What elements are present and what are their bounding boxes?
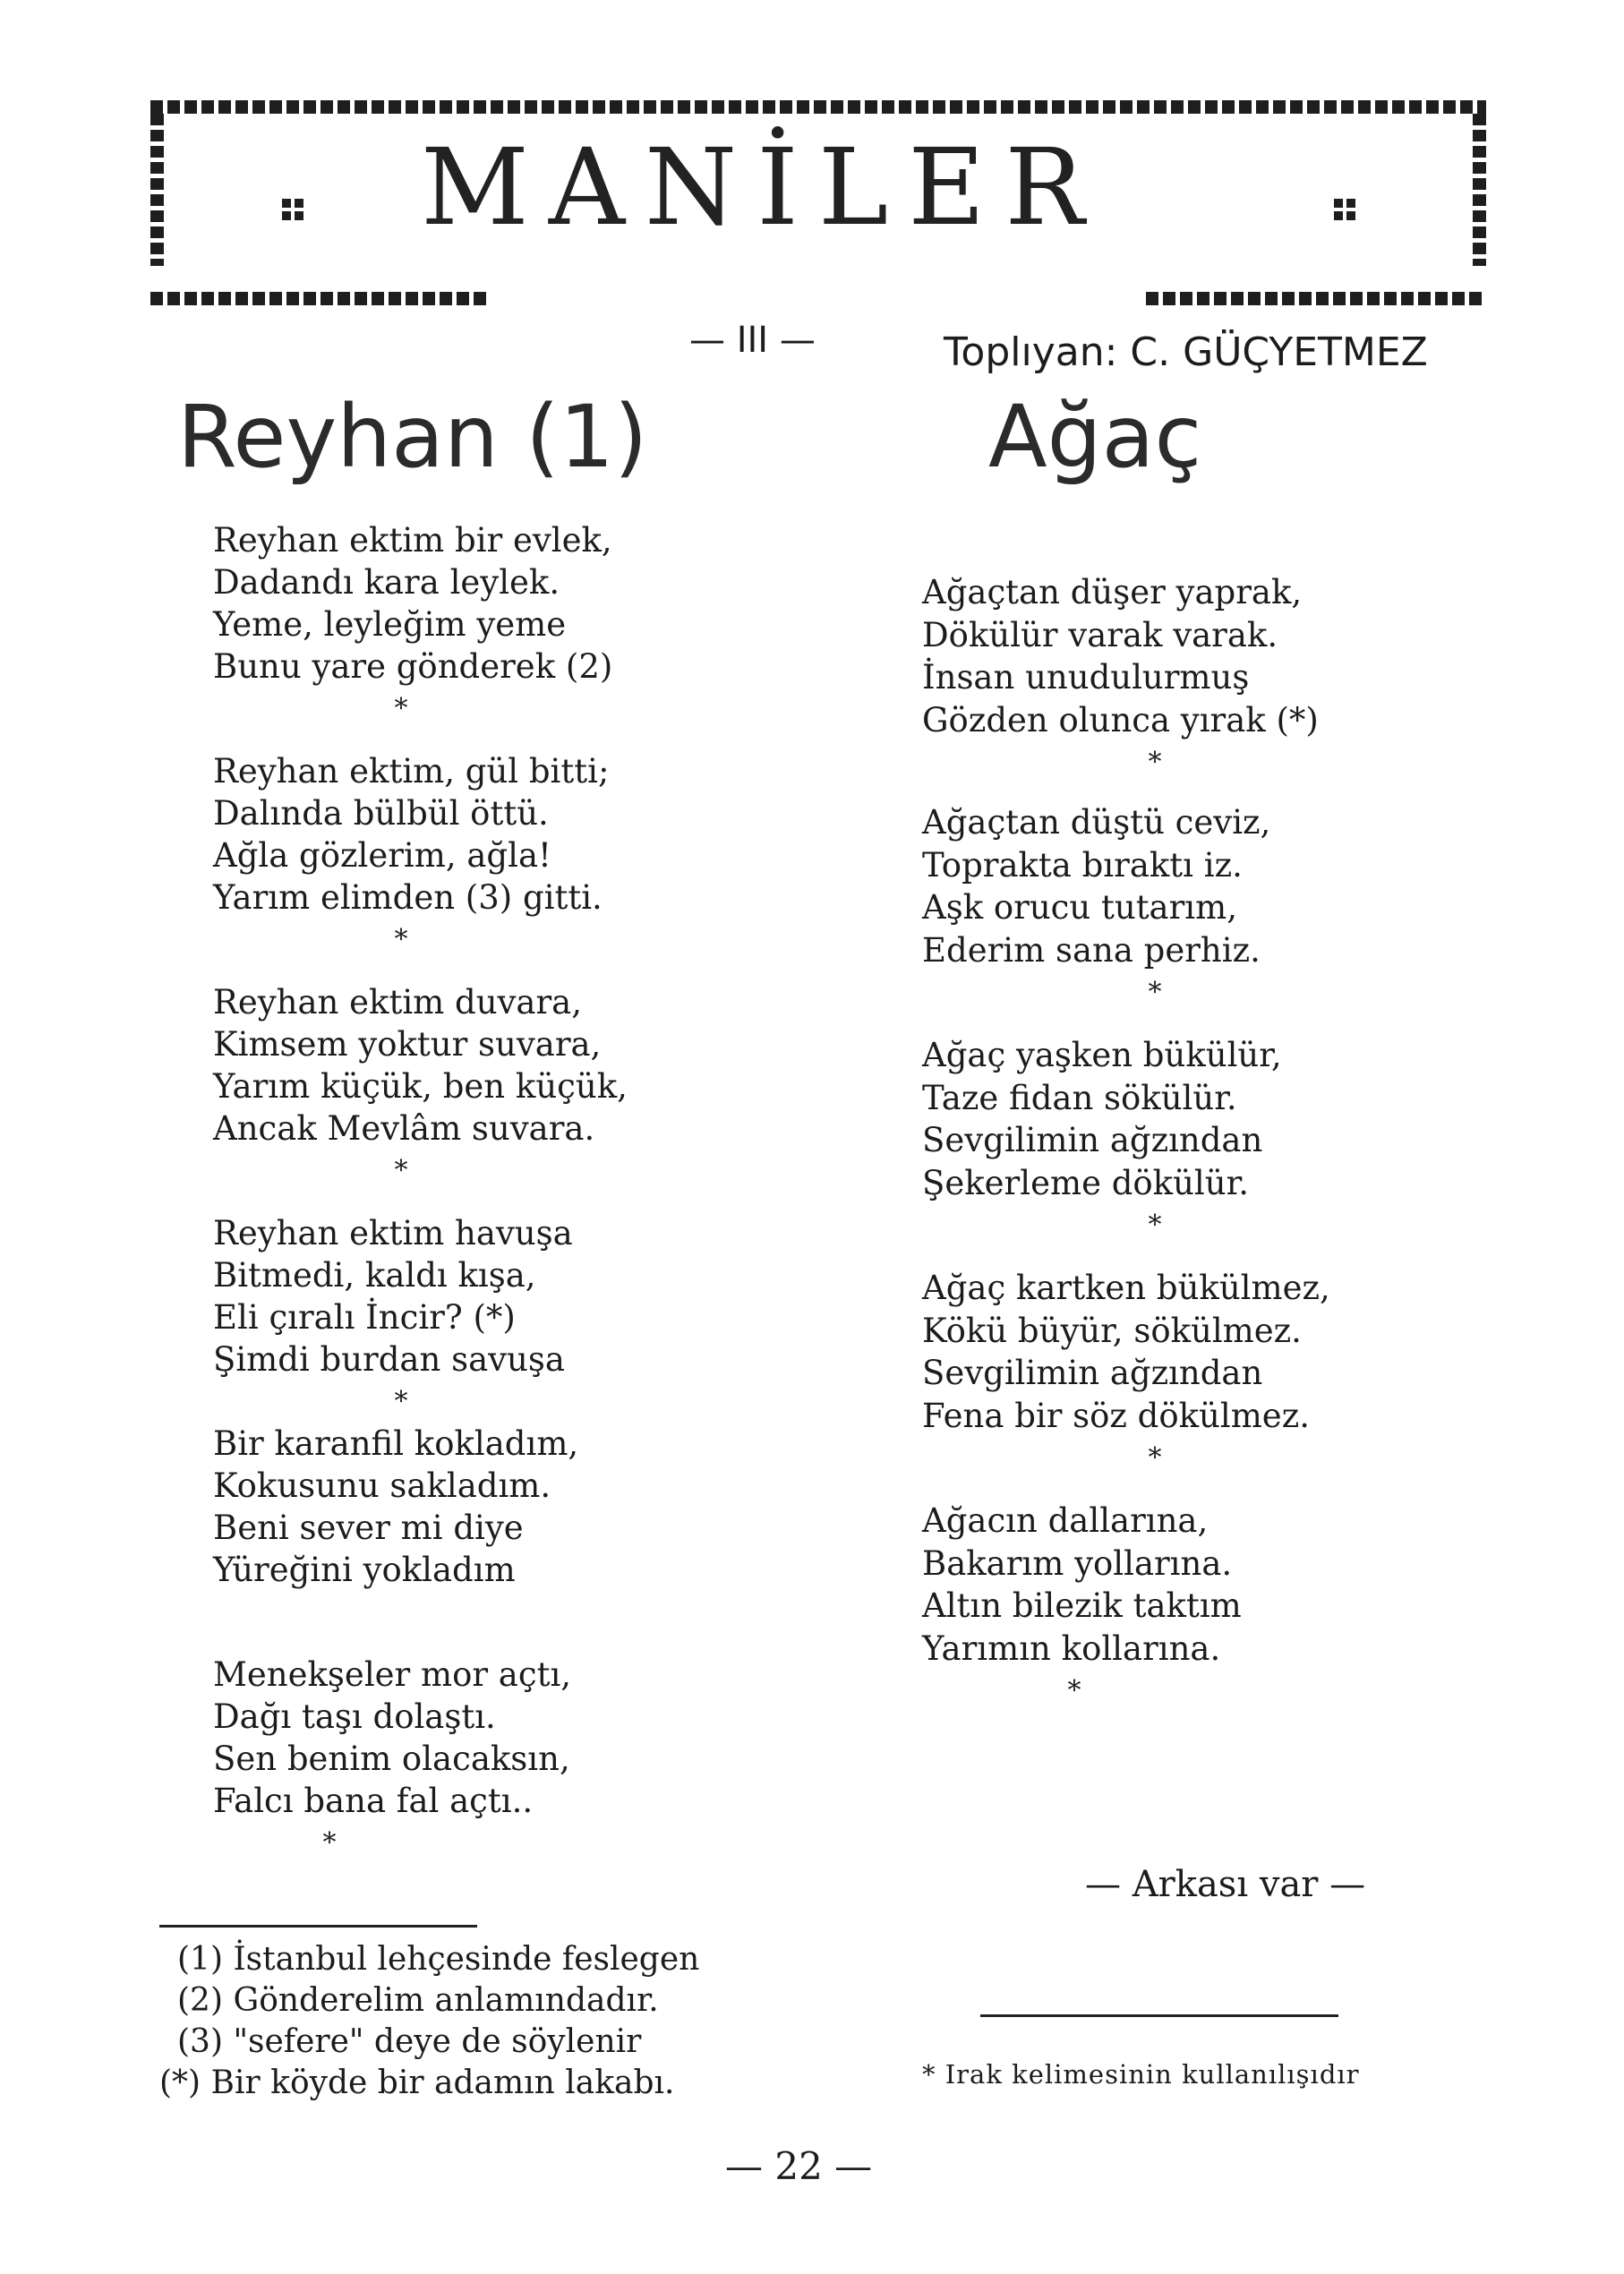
ornament-icon	[282, 199, 303, 220]
footnote: (3) "sefere" deye de söylenir	[177, 2023, 642, 2060]
continued-note: — Arkası var —	[1085, 1864, 1366, 1905]
stanza	[922, 571, 1388, 741]
footnote: * Irak kelimesinin kullanılışıdır	[922, 2059, 1360, 2090]
verse-line: Yarım elimden (3) gitti.	[213, 878, 603, 917]
verse-line: Yarımın kollarına.	[922, 1629, 1221, 1668]
stanza	[213, 1654, 628, 1822]
verse-line: Ağacın dallarına,	[922, 1501, 1209, 1540]
stanza	[922, 1500, 1388, 1670]
part-number: — III —	[689, 320, 816, 361]
stanza-separator: *	[1148, 1210, 1162, 1241]
verse-line: Yeme, leyleğim yeme	[213, 605, 567, 644]
stanza-gap	[213, 1591, 589, 1654]
footnotes	[159, 1939, 700, 2104]
stanza	[922, 801, 1388, 971]
stanza-separator: *	[1148, 1442, 1162, 1474]
verse-line: Kökü büyür, sökülmez.	[922, 1311, 1302, 1350]
header-frame-bottom-left	[150, 292, 489, 305]
compiler-credit: Toplıyan: C. GÜÇYETMEZ	[944, 329, 1428, 375]
section-title-agac: Ağaç	[988, 387, 1202, 487]
verse-line: Ağaç yaşken bükülür,	[922, 1036, 1282, 1074]
verse-line: Aşk orucu tutarım,	[922, 888, 1237, 927]
verse-line: Yarım küçük, ben küçük,	[213, 1067, 628, 1106]
verse-line: Kimsem yoktur suvara,	[213, 1025, 602, 1064]
verse-line: Sevgilimin ağzından	[922, 1354, 1263, 1392]
stanza	[922, 1034, 1388, 1204]
verse-line: Falcı bana fal açtı..	[213, 1782, 534, 1820]
verse-line: Taze fidan sökülür.	[922, 1078, 1237, 1117]
verse-line: Kokusunu sakladım.	[213, 1466, 551, 1505]
verse-line: Sevgilimin ağzından	[922, 1121, 1263, 1159]
stanza-separator: *	[394, 1386, 408, 1417]
ornament-icon	[1334, 199, 1355, 220]
verse-line: Reyhan ektim duvara,	[213, 983, 582, 1022]
verse-line: Reyhan ektim havuşa	[213, 1214, 573, 1252]
stanza-separator: *	[394, 693, 408, 724]
stanza-separator: *	[394, 924, 408, 955]
poem-column-right	[922, 571, 1388, 1712]
stanza-separator: *	[322, 1827, 337, 1859]
verse-line: Dağı taşı dolaştı.	[213, 1697, 496, 1736]
verse-line: İnsan unudulurmuş	[922, 658, 1250, 697]
verse-line: Yüreğini yokladım	[213, 1551, 516, 1589]
footnote: (*) Bir köyde bir adamın lakabı.	[159, 2065, 675, 2101]
verse-line: Toprakta bıraktı iz.	[922, 845, 1243, 885]
stanza	[213, 1212, 628, 1381]
verse-line: Dadandı kara leylek.	[213, 563, 560, 602]
verse-line: Beni sever mi diye	[213, 1509, 524, 1547]
verse-line: Reyhan ektim, gül bitti;	[213, 752, 610, 791]
stanza-separator: *	[1148, 977, 1162, 1008]
verse-line: Altın bilezik taktım	[922, 1586, 1242, 1625]
stanza	[213, 1423, 628, 1591]
verse-line: Menekşeler mor açtı,	[213, 1655, 572, 1694]
poem-column-left	[213, 519, 628, 1864]
header-frame-left	[150, 114, 164, 266]
stanza	[213, 519, 628, 688]
verse-line: Bunu yare gönderek (2)	[213, 647, 613, 686]
section-title-reyhan: Reyhan (1)	[177, 387, 648, 487]
page-number: — 22 —	[725, 2144, 873, 2188]
stanza	[213, 750, 628, 919]
verse-line: Sen benim olacaksın,	[213, 1740, 570, 1778]
footnote: (2) Gönderelim anlamındadır.	[177, 1982, 659, 2019]
page-title: MANİLER	[421, 125, 1105, 249]
verse-line: Şekerleme dökülür.	[922, 1163, 1249, 1202]
stanza-separator: *	[394, 1155, 408, 1186]
verse-line: Bitmedi, kaldı kışa,	[213, 1256, 536, 1295]
verse-line: Dökülür varak varak.	[922, 615, 1278, 654]
verse-line: Ağla gözlerim, ağla!	[213, 836, 551, 875]
footnote-divider	[159, 1925, 477, 1928]
verse-line: Ağaçtan düşer yaprak,	[922, 573, 1303, 611]
verse-line: Şimdi burdan savuşa	[213, 1340, 565, 1379]
verse-line: Ağaçtan düştü ceviz,	[922, 803, 1271, 842]
verse-line: Fena bir söz dökülmez.	[922, 1396, 1310, 1435]
header-frame-top	[150, 100, 1486, 114]
stanza	[213, 981, 628, 1150]
header-frame-right	[1473, 114, 1486, 266]
verse-line: Eli çıralı İncir? (*)	[213, 1298, 516, 1337]
verse-line: Ancak Mevlâm suvara.	[213, 1109, 595, 1148]
verse-line: Ederim sana perhiz.	[922, 930, 1261, 970]
verse-line: Ağaç kartken bükülmez,	[922, 1269, 1330, 1307]
verse-line: Reyhan ektim bir evlek,	[213, 521, 612, 560]
header-frame-bottom-right	[1146, 292, 1486, 305]
stanza-separator: *	[1067, 1675, 1081, 1706]
verse-line: Dalında bülbül öttü.	[213, 794, 549, 833]
verse-line: Gözden olunca yırak (*)	[922, 700, 1319, 739]
footnote: (1) İstanbul lehçesinde feslegen	[177, 1941, 700, 1978]
verse-line: Bakarım yollarına.	[922, 1543, 1233, 1583]
verse-line: Bir karanfil kokladım,	[213, 1424, 579, 1463]
stanza-separator: *	[1148, 747, 1162, 778]
footnote-divider	[980, 2014, 1338, 2017]
stanza	[922, 1267, 1388, 1437]
